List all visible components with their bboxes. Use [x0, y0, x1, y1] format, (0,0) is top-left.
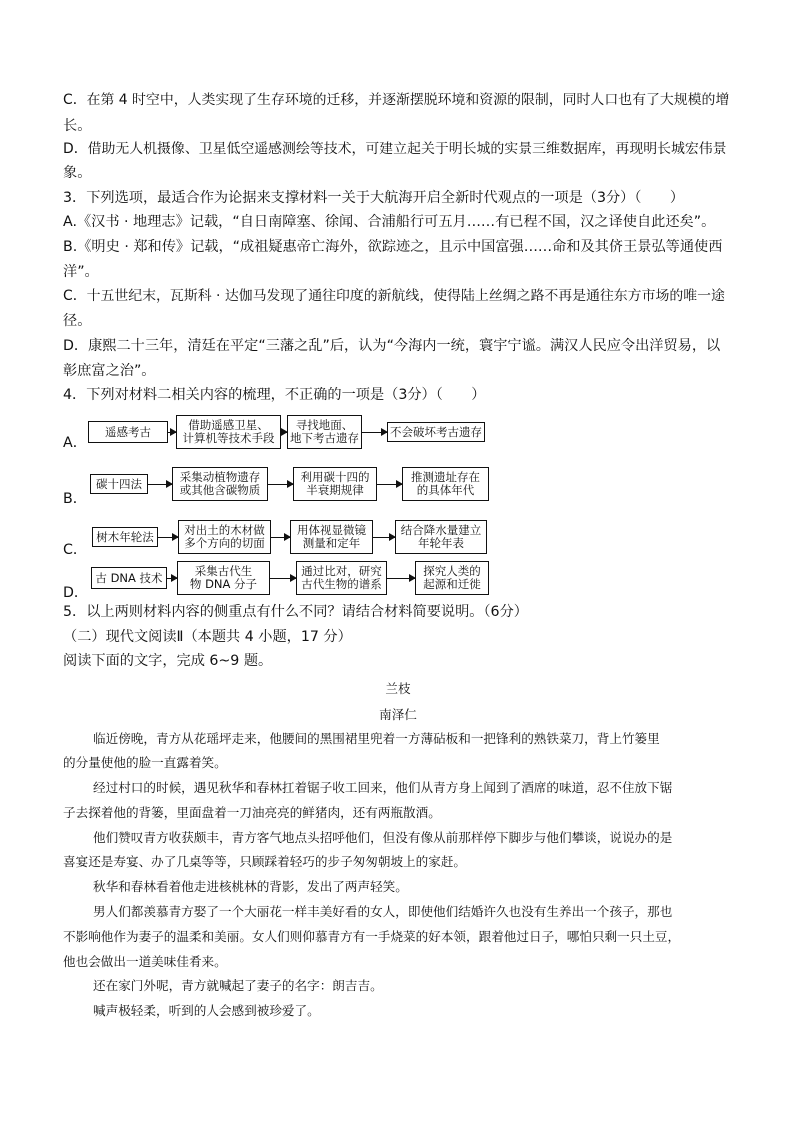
- flow-box-line: 利用碳十四的: [300, 470, 370, 484]
- flow-arrow: [158, 537, 178, 538]
- flow-arrow: [167, 578, 177, 579]
- flow-box-line: 地下考古遗存: [290, 431, 359, 445]
- story-title: 兰枝: [385, 681, 411, 696]
- q3-option-c-line-2: 径。: [63, 313, 92, 329]
- flow-box: [395, 520, 487, 554]
- q3-option-d-line-2: 彰庶富之治”。: [63, 363, 156, 379]
- flow-box-line: 结合降水量建立: [400, 523, 482, 537]
- flow-arrow: [362, 432, 387, 433]
- flow-box-line: 采集古代生: [194, 564, 253, 578]
- q3-option-b-line-1: B.《明史 · 郑和传》记载，“成祖疑惠帝亡海外，欲踪迹之，且示中国富强……命和及其侪王景弘等通使西: [63, 239, 723, 255]
- flow-box-line: 测量和定年: [302, 536, 361, 550]
- flow-box: [290, 520, 373, 554]
- flow-box-line: 半衰期规律: [306, 483, 364, 497]
- flow-box: [177, 561, 270, 595]
- story-paragraph: 还在家门外呢，青方就喊起了妻子的名字：朗吉吉。: [93, 978, 383, 993]
- flow-box-line: 年轮年表: [418, 536, 464, 550]
- q4-option-a-letter: A．: [63, 435, 87, 451]
- flow-box-line: 通过比对，研究: [301, 564, 382, 578]
- flow-box: [178, 520, 271, 554]
- option-c-line-1: C．在第 4 时空中，人类实现了生存环境的迁移，并逐渐摆脱环境和资源的限制，同时人口也有了大规模的增: [63, 92, 730, 108]
- story-paragraph: 临近傍晚，青方从花瑶坪走来，他腰间的黑围裙里兜着一方薄砧板和一把锋利的熟铁菜刀，背上竹篓里: [93, 731, 660, 746]
- flow-box: [287, 415, 362, 449]
- flow-box-line: 用体视显微镜: [297, 523, 366, 537]
- flow-box-line: 起源和迁徙: [423, 577, 481, 591]
- flow-arrow: [168, 432, 176, 433]
- flow-box-line: 探究人类的: [423, 564, 481, 578]
- story-paragraph: 子去探着他的背篓，里面盘着一刀油亮亮的鲜猪肉，还有两瓶散酒。: [63, 805, 441, 820]
- flow-box-line: 借助遥感卫星、: [188, 418, 269, 432]
- question-5: 5．以上两则材料内容的侧重点有什么不同？请结合材料简要说明。（6分）: [63, 604, 528, 620]
- flow-box-line: 物 DNA 分子: [189, 577, 258, 591]
- flow-box: 不会破坏考古遗存: [387, 422, 485, 442]
- story-paragraph: 喜宴还是寿宴、办了几桌等等，只顾踩着轻巧的步子匆匆朝坡上的家赶。: [63, 854, 466, 869]
- flow-box: [293, 467, 377, 501]
- question-4: 4．下列对材料二相关内容的梳理，不正确的一项是（3分）（ ）: [63, 387, 486, 403]
- flow-box: [296, 561, 387, 595]
- q3-option-b-line-2: 洋”。: [63, 264, 99, 280]
- story-paragraph: 不影响他作为妻子的温柔和美丽。女人们则仰慕青方有一手烧菜的好本领，跟着他过日子，哪怕只剩一只土豆，: [63, 929, 681, 944]
- flow-box-line: 对出土的木材做: [184, 523, 265, 537]
- q4-option-d-letter: D．: [63, 585, 89, 601]
- flow-box-line: 的具体年代: [416, 483, 475, 497]
- flow-box-line: 多个方向的切面: [184, 536, 265, 550]
- flow-arrow: [148, 484, 172, 485]
- flow-box: [176, 415, 281, 449]
- option-d-line-1: D．借助无人机摄像、卫星低空遥感测绘等技术，可建立起关于明长城的实景三维数据库，再现明长城宏伟景: [63, 141, 727, 157]
- flow-box: [172, 467, 268, 501]
- flow-arrow: [268, 484, 293, 485]
- flow-box: 碳十四法: [90, 474, 148, 494]
- story-paragraph: 他也会做出一道美味佳肴来。: [63, 954, 227, 969]
- q3-option-a: A.《汉书 · 地理志》记载，“自日南障塞、徐闻、合浦船行可五月……有已程不国，汉之译使自此还矣”。: [63, 214, 716, 230]
- story-paragraph: 喊声极轻柔，听到的人会感到被珍爱了。: [93, 1003, 320, 1018]
- option-c-line-2: 长。: [63, 118, 92, 134]
- flow-box-line: 推测遗址存在: [411, 470, 480, 484]
- story-paragraph: 男人们都羡慕青方娶了一个大丽花一样丰美好看的女人，即使他们结婚许久也没有生养出一个孩子，那也: [93, 904, 673, 919]
- flow-arrow: [270, 578, 296, 579]
- flow-box: 古 DNA 技术: [91, 567, 167, 589]
- q4-option-c-letter: C．: [63, 542, 88, 558]
- question-3: 3．下列选项，最适合作为论据来支撑材料一关于大航海开启全新时代观点的一项是（3分）（ ）: [63, 190, 685, 206]
- option-d-line-2: 象。: [63, 165, 92, 181]
- instructions: 阅读下面的文字，完成 6~9 题。: [63, 653, 273, 669]
- flow-box: 树木年轮法: [92, 527, 158, 547]
- story-paragraph: 经过村口的时候，遇见秋华和春林扛着锯子收工回来，他们从青方身上闻到了酒席的味道，忍不住放下锯: [93, 780, 673, 795]
- flow-box-line: 计算机等技术手段: [182, 431, 275, 445]
- flow-box-line: 古代生物的谱系: [301, 577, 382, 591]
- flow-box-line: 或其他含碳物质: [179, 483, 261, 497]
- flow-box-line: 寻找地面、: [295, 418, 354, 432]
- flow-box: 遥感考古: [88, 421, 168, 443]
- section-2-heading: （二）现代文阅读Ⅱ（本题共 4 小题，17 分）: [63, 629, 352, 645]
- flow-box-line: 采集动植物遗存: [179, 470, 261, 484]
- flow-arrow: [373, 537, 395, 538]
- flow-arrow: [387, 578, 415, 579]
- flow-arrow: [377, 484, 402, 485]
- q3-option-d-line-1: D．康熙二十三年，清廷在平定“三藩之乱”后，认为“今海内一统，寰宇宁谧。满汉人民应令出洋贸易，以: [63, 338, 721, 354]
- story-paragraph: 的分量使他的脸一直露着笑。: [63, 755, 227, 770]
- flow-box: [415, 561, 489, 595]
- q4-option-b-letter: B．: [63, 491, 87, 507]
- story-paragraph: 他们赞叹青方收获颇丰，青方客气地点头招呼他们，但没有像从前那样停下脚步与他们攀谈，说说办的是: [93, 830, 673, 845]
- story-paragraph: 秋华和春林看着他走进核桃林的背影，发出了两声轻笑。: [93, 879, 408, 894]
- flow-arrow: [271, 537, 290, 538]
- story-author: 南泽仁: [379, 707, 417, 722]
- q3-option-c-line-1: C．十五世纪末，瓦斯科 · 达伽马发现了通往印度的新航线，使得陆上丝绸之路不再是通往东方市场的唯一途: [63, 288, 725, 304]
- flow-box: [402, 467, 489, 501]
